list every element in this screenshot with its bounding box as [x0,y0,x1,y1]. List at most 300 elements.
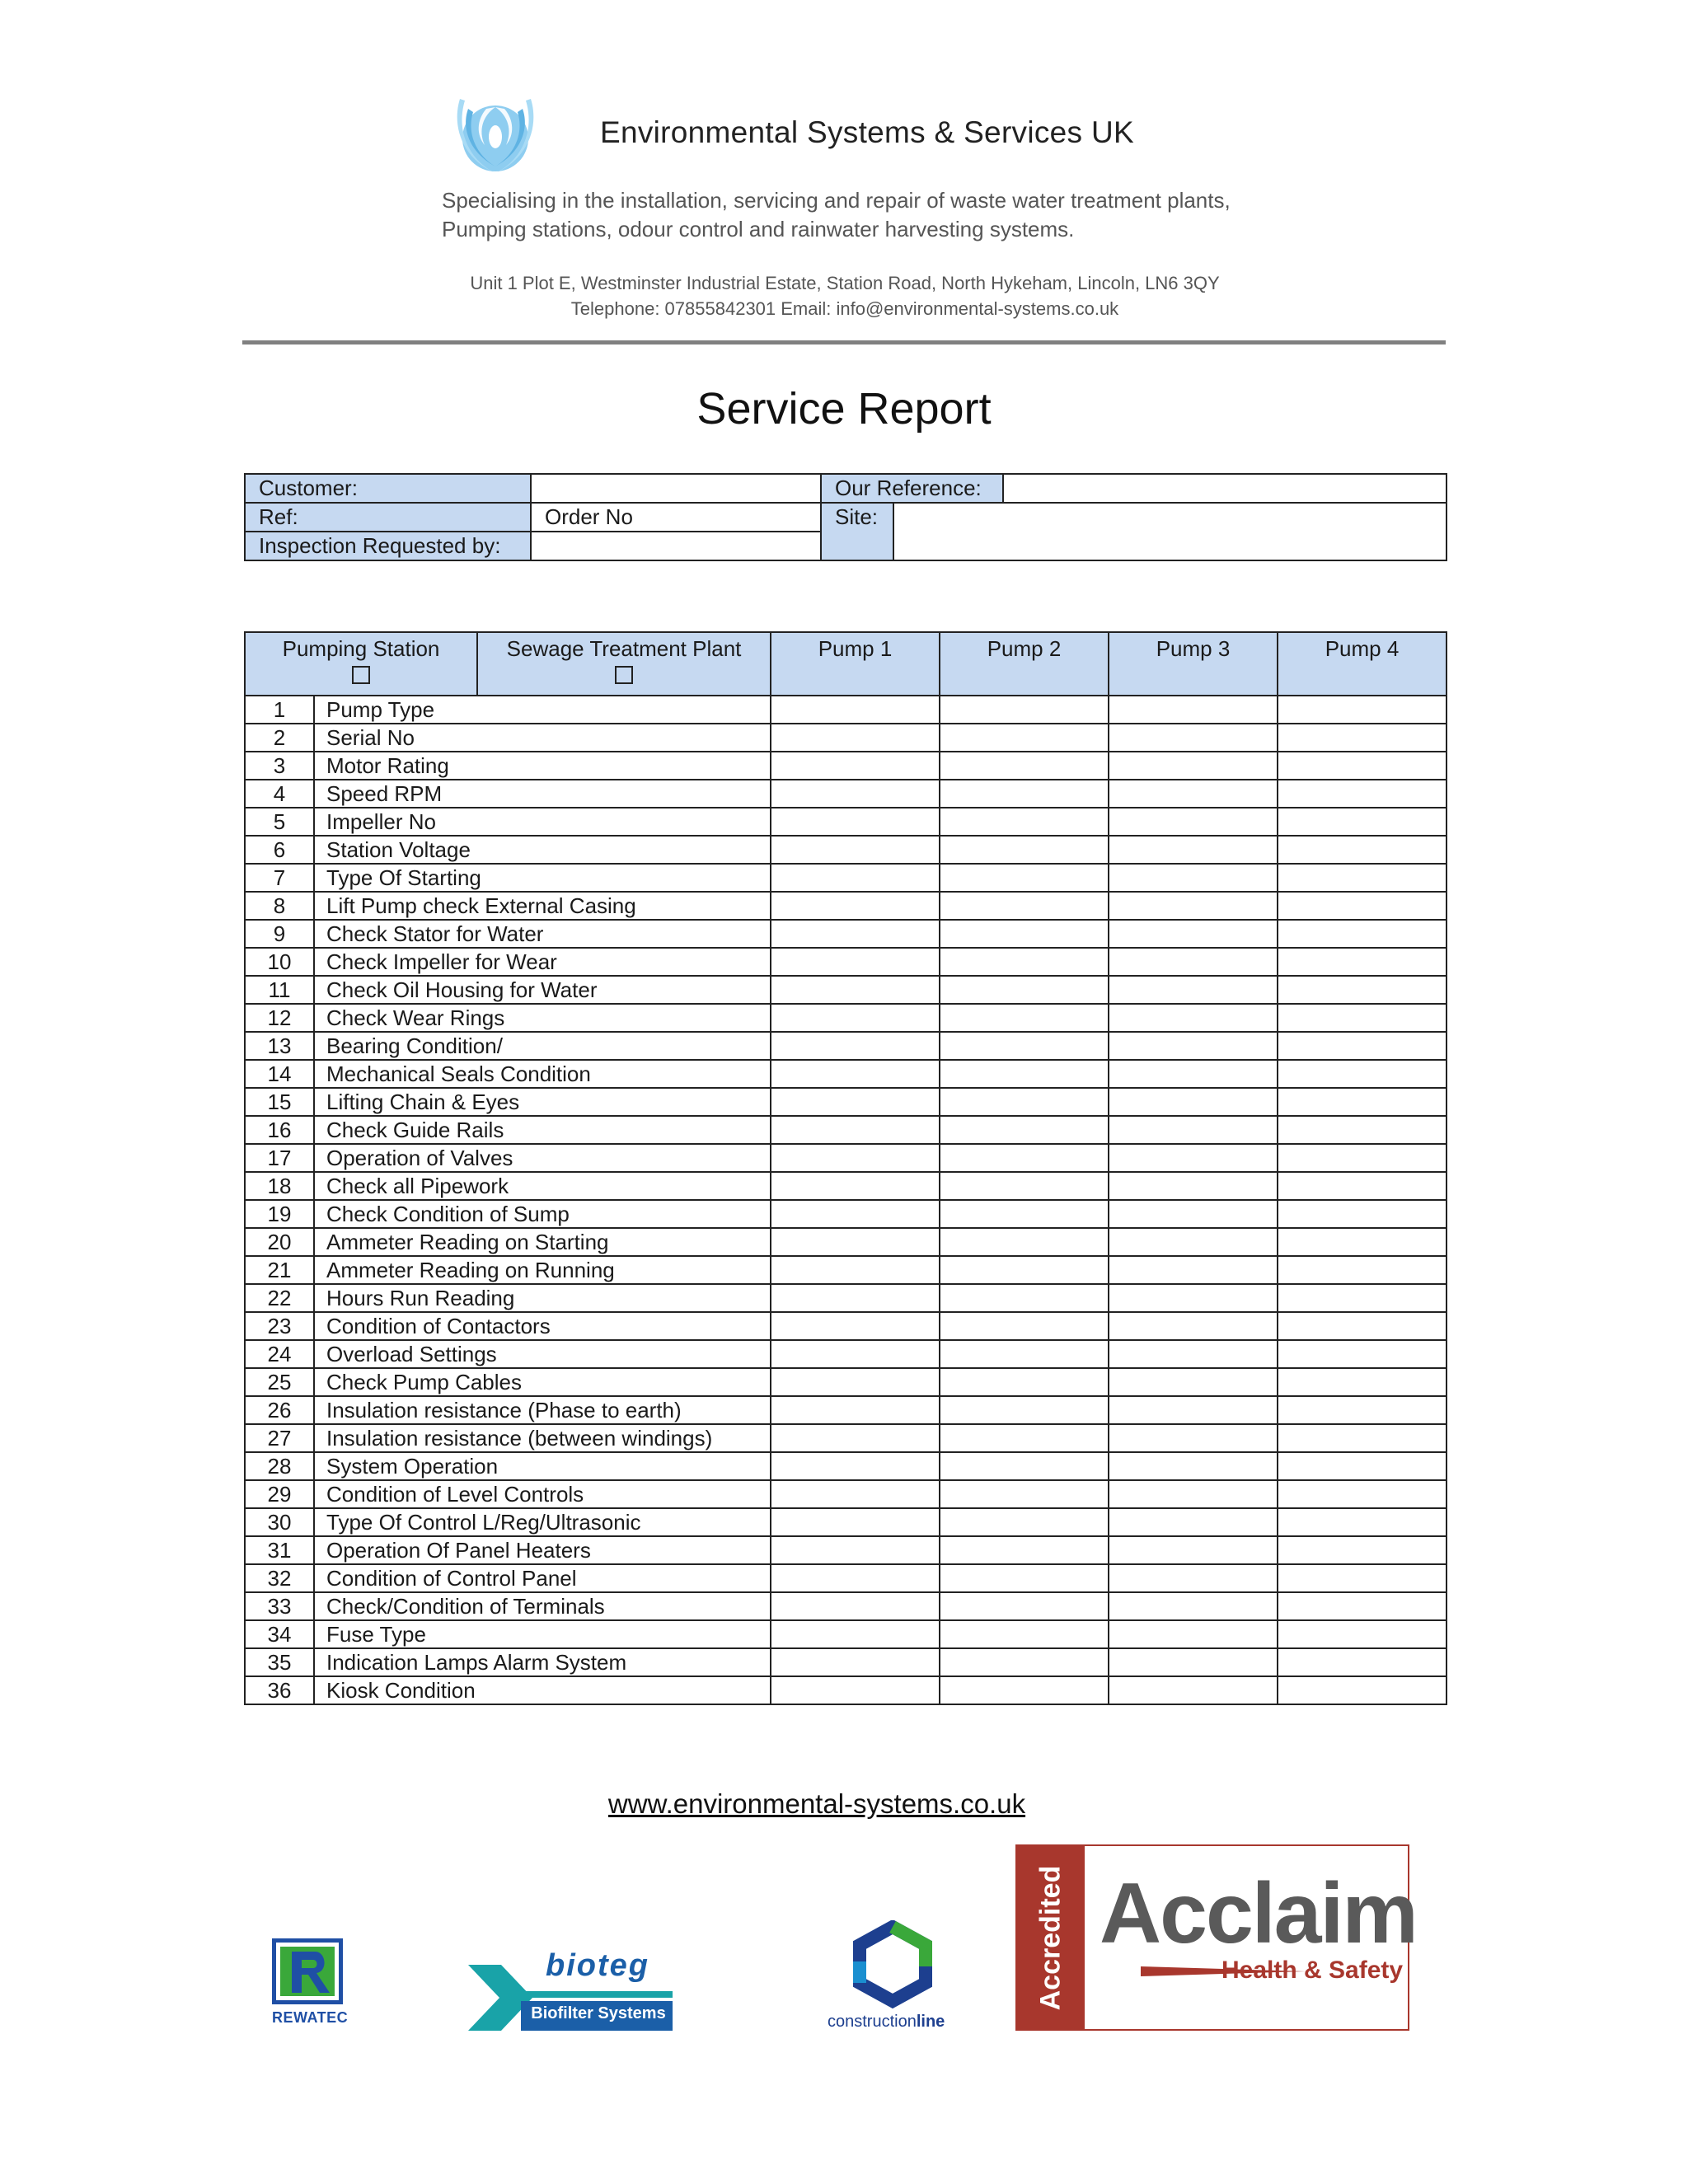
pump-4-cell[interactable] [1278,1228,1447,1256]
company-logo-icon [443,76,547,180]
customer-label: Customer: [245,474,531,503]
checklist-item-label: Condition of Contactors [314,1312,771,1340]
pump-2-cell[interactable] [940,724,1109,752]
pump-3-cell[interactable] [1109,1060,1278,1088]
pump-3-cell[interactable] [1109,1088,1278,1116]
constructionline-wordmark [828,2013,945,2032]
rewatec-logo [269,1938,368,2037]
checklist-item-label: Check Stator for Water [314,920,771,948]
pump-3-cell[interactable] [1109,1200,1278,1228]
row-number: 29 [245,1480,314,1508]
pump-3-cell[interactable] [1109,1536,1278,1564]
pump-2-cell[interactable] [940,948,1109,976]
checklist-row [245,1340,1447,1368]
pump-1-cell[interactable] [771,1116,940,1144]
pump-2-cell[interactable] [940,1116,1109,1144]
pump-3-cell[interactable] [1109,864,1278,892]
pump-3-cell[interactable] [1109,752,1278,780]
pump-1-cell[interactable] [771,1564,940,1592]
service-checklist-table [244,631,1447,1705]
pump-2-cell[interactable] [940,1256,1109,1284]
pump-3-cell[interactable] [1109,1116,1278,1144]
inspection-requested-label: Inspection Requested by: [245,532,531,560]
row-number: 10 [245,948,314,976]
checklist-item-label: Operation of Valves [314,1144,771,1172]
pump-1-cell[interactable] [771,976,940,1004]
pumping-station-checkbox[interactable] [352,666,370,684]
row-number: 21 [245,1256,314,1284]
pump-4-cell[interactable] [1278,724,1447,752]
pump-1-cell[interactable] [771,1368,940,1396]
company-tagline [442,186,1231,244]
pump-1-cell[interactable] [771,1144,940,1172]
pump-4-cell[interactable] [1278,920,1447,948]
constructionline-text-a: construction [828,2013,917,2031]
pump-2-cell[interactable] [940,1144,1109,1172]
pump-3-cell[interactable] [1109,1256,1278,1284]
checklist-row [245,696,1447,724]
pump-3-cell[interactable] [1109,976,1278,1004]
checklist-item-label: Check Pump Cables [314,1368,771,1396]
pump-2-cell[interactable] [940,780,1109,808]
bioteg-subtitle: Biofilter Systems [531,2004,666,2022]
pump-3-cell[interactable] [1109,696,1278,724]
pump-1-cell[interactable] [771,1172,940,1200]
checklist-item-label: Impeller No [314,808,771,836]
pump-3-cell[interactable] [1109,1648,1278,1676]
rewatec-wordmark: REWATEC [272,2009,349,2026]
pump-3-cell[interactable] [1109,724,1278,752]
checklist-row [245,1620,1447,1648]
checklist-item-label: Check/Condition of Terminals [314,1592,771,1620]
pump-2-cell[interactable] [940,1424,1109,1452]
pump-1-cell[interactable] [771,696,940,724]
inspection-requested-field[interactable] [531,532,821,560]
checklist-item-label: Hours Run Reading [314,1284,771,1312]
checklist-item-label: Type Of Starting [314,864,771,892]
row-number: 13 [245,1032,314,1060]
checklist-item-label: Check all Pipework [314,1172,771,1200]
pump-4-cell[interactable] [1278,1116,1447,1144]
bioteg-wordmark: bioteg [546,1948,649,1983]
pump-4-cell[interactable] [1278,948,1447,976]
pump-2-cell[interactable] [940,836,1109,864]
checklist-row [245,1676,1447,1704]
checklist-row [245,1256,1447,1284]
company-name: Environmental Systems & Services UK [600,115,1134,149]
pump-3-cell[interactable] [1109,1228,1278,1256]
pump-4-cell[interactable] [1278,1648,1447,1676]
pump-1-cell[interactable] [771,780,940,808]
checklist-row [245,724,1447,752]
row-number: 26 [245,1396,314,1424]
pump-2-cell[interactable] [940,1620,1109,1648]
pump-1-header: Pump 1 [771,632,940,696]
row-number: 28 [245,1452,314,1480]
pump-3-cell[interactable] [1109,1312,1278,1340]
pump-3-cell[interactable] [1109,1172,1278,1200]
pump-3-cell[interactable] [1109,1144,1278,1172]
acclaim-side-band [1017,1846,1085,2029]
row-number: 5 [245,808,314,836]
checklist-row [245,1396,1447,1424]
checklist-item-label: Condition of Control Panel [314,1564,771,1592]
pump-3-cell[interactable] [1109,1480,1278,1508]
checklist-item-label: Overload Settings [314,1340,771,1368]
pump-1-cell[interactable] [771,808,940,836]
ref-label: Ref: [245,503,531,532]
pump-4-cell[interactable] [1278,1536,1447,1564]
row-number: 31 [245,1536,314,1564]
pump-3-cell[interactable] [1109,948,1278,976]
row-number: 7 [245,864,314,892]
pump-1-cell[interactable] [771,1480,940,1508]
pump-4-cell[interactable] [1278,1368,1447,1396]
checklist-row [245,920,1447,948]
checklist-item-label: Ammeter Reading on Starting [314,1228,771,1256]
row-number: 22 [245,1284,314,1312]
order-no-field[interactable]: Order No [531,503,821,532]
pump-2-cell[interactable] [940,892,1109,920]
pump-1-cell[interactable] [771,864,940,892]
checklist-item-label: Type Of Control L/Reg/Ultrasonic [314,1508,771,1536]
row-number: 35 [245,1648,314,1676]
row-number: 19 [245,1200,314,1228]
checklist-row [245,1060,1447,1088]
checklist-item-label: Speed RPM [314,780,771,808]
pump-4-cell[interactable] [1278,1256,1447,1284]
row-number: 23 [245,1312,314,1340]
pump-4-cell[interactable] [1278,836,1447,864]
pump-2-cell[interactable] [940,696,1109,724]
pump-2-cell[interactable] [940,1340,1109,1368]
pump-4-cell[interactable] [1278,1284,1447,1312]
site-label: Site: [821,503,893,560]
pump-4-cell[interactable] [1278,1620,1447,1648]
report-info-table [244,473,1447,561]
checklist-row [245,1172,1447,1200]
pump-1-cell[interactable] [771,1592,940,1620]
pump-3-cell[interactable] [1109,1424,1278,1452]
pump-1-cell[interactable] [771,1396,940,1424]
checklist-row [245,1004,1447,1032]
checklist-item-label: Check Guide Rails [314,1116,771,1144]
pump-2-cell[interactable] [940,1284,1109,1312]
checklist-row [245,1088,1447,1116]
address-line: Unit 1 Plot E, Westminster Industrial Estate, Station Road, North Hykeham, Lincoln, LN6 3QY [470,273,1220,293]
checklist-item-label: Ammeter Reading on Running [314,1256,771,1284]
our-reference-label: Our Reference: [821,474,1003,503]
pump-4-cell[interactable] [1278,1312,1447,1340]
acclaim-accredited-text: Accredited [1034,1865,1067,2011]
pump-4-cell[interactable] [1278,1200,1447,1228]
row-number: 8 [245,892,314,920]
our-reference-field[interactable] [1003,474,1447,503]
pump-3-header: Pump 3 [1109,632,1278,696]
pump-1-cell[interactable] [771,1424,940,1452]
pump-2-cell[interactable] [940,1312,1109,1340]
customer-field[interactable] [531,474,821,503]
row-number: 32 [245,1564,314,1592]
row-number: 9 [245,920,314,948]
checklist-item-label: Pump Type [314,696,771,724]
checklist-row [245,1564,1447,1592]
checklist-item-label: Mechanical Seals Condition [314,1060,771,1088]
checklist-item-label: Bearing Condition/ [314,1032,771,1060]
pump-1-cell[interactable] [771,752,940,780]
pump-4-cell[interactable] [1278,1564,1447,1592]
checklist-item-label: Check Condition of Sump [314,1200,771,1228]
sewage-treatment-plant-checkbox[interactable] [615,666,633,684]
pump-3-cell[interactable] [1109,892,1278,920]
pump-2-cell[interactable] [940,1508,1109,1536]
page-title: Service Report [696,384,992,434]
checklist-header-row [245,632,1447,696]
pump-2-cell[interactable] [940,864,1109,892]
pump-4-cell[interactable] [1278,1340,1447,1368]
pump-1-cell[interactable] [771,1508,940,1536]
contact-line: Telephone: 07855842301 Email: info@environmental-systems.co.uk [570,298,1119,319]
row-number: 30 [245,1508,314,1536]
pump-1-cell[interactable] [771,1004,940,1032]
pump-1-cell[interactable] [771,724,940,752]
checklist-row [245,1200,1447,1228]
pumping-station-header [245,632,477,696]
checklist-row [245,1032,1447,1060]
pump-4-cell[interactable] [1278,1004,1447,1032]
row-number: 25 [245,1368,314,1396]
pump-4-cell[interactable] [1278,780,1447,808]
checklist-item-label: System Operation [314,1452,771,1480]
pump-3-cell[interactable] [1109,780,1278,808]
tagline-line: Pumping stations, odour control and rainwater harvesting systems. [442,217,1075,241]
pump-2-cell[interactable] [940,920,1109,948]
row-number: 6 [245,836,314,864]
pump-1-cell[interactable] [771,1256,940,1284]
pump-1-cell[interactable] [771,948,940,976]
pump-3-cell[interactable] [1109,1676,1278,1704]
pump-3-cell[interactable] [1109,920,1278,948]
checklist-item-label: Serial No [314,724,771,752]
pump-4-cell[interactable] [1278,808,1447,836]
pump-2-cell[interactable] [940,1480,1109,1508]
acclaim-logo [1015,1844,1417,2031]
checklist-item-label: Station Voltage [314,836,771,864]
pump-1-cell[interactable] [771,920,940,948]
pump-2-cell[interactable] [940,1676,1109,1704]
pump-2-cell[interactable] [940,1536,1109,1564]
pump-1-cell[interactable] [771,892,940,920]
pump-4-cell[interactable] [1278,1592,1447,1620]
sewage-treatment-plant-label: Sewage Treatment Plant [506,636,742,661]
pumping-station-label: Pumping Station [282,636,440,661]
pump-4-cell[interactable] [1278,976,1447,1004]
pump-2-cell[interactable] [940,808,1109,836]
pump-3-cell[interactable] [1109,1592,1278,1620]
row-number: 36 [245,1676,314,1704]
checklist-row [245,1452,1447,1480]
header-divider [242,340,1446,344]
checklist-item-label: Check Wear Rings [314,1004,771,1032]
pump-2-cell[interactable] [940,1592,1109,1620]
pump-2-cell[interactable] [940,1396,1109,1424]
checklist-row [245,752,1447,780]
pump-4-cell[interactable] [1278,1424,1447,1452]
pump-4-cell[interactable] [1278,1508,1447,1536]
pump-1-cell[interactable] [771,1032,940,1060]
pump-4-cell[interactable] [1278,1172,1447,1200]
row-number: 4 [245,780,314,808]
row-number: 1 [245,696,314,724]
checklist-row [245,1480,1447,1508]
checklist-row [245,1648,1447,1676]
pump-3-cell[interactable] [1109,1620,1278,1648]
pump-2-cell[interactable] [940,1452,1109,1480]
pump-3-cell[interactable] [1109,1452,1278,1480]
checklist-row [245,1424,1447,1452]
constructionline-logo [828,1920,959,2044]
checklist-row [245,836,1447,864]
checklist-row [245,1144,1447,1172]
pump-2-cell[interactable] [940,1368,1109,1396]
pump-4-cell[interactable] [1278,1480,1447,1508]
checklist-row [245,1536,1447,1564]
pump-1-cell[interactable] [771,1676,940,1704]
pump-4-cell[interactable] [1278,1396,1447,1424]
row-number: 14 [245,1060,314,1088]
pump-1-cell[interactable] [771,1452,940,1480]
pump-4-cell[interactable] [1278,1088,1447,1116]
sewage-treatment-plant-header [477,632,771,696]
pump-4-header: Pump 4 [1278,632,1447,696]
pump-3-cell[interactable] [1109,1508,1278,1536]
pump-2-cell[interactable] [940,1172,1109,1200]
checklist-item-label: Condition of Level Controls [314,1480,771,1508]
row-number: 11 [245,976,314,1004]
pump-3-cell[interactable] [1109,836,1278,864]
letterhead [0,0,1688,346]
pump-1-cell[interactable] [771,1536,940,1564]
pump-2-cell[interactable] [940,1060,1109,1088]
tagline-line: Specialising in the installation, servicing and repair of waste water treatment plants, [442,188,1231,213]
rewatec-mark-icon [272,1938,346,2006]
pump-3-cell[interactable] [1109,1340,1278,1368]
checklist-row [245,1508,1447,1536]
pump-1-cell[interactable] [771,1200,940,1228]
pump-4-cell[interactable] [1278,1676,1447,1704]
checklist-item-label: Lift Pump check External Casing [314,892,771,920]
checklist-row [245,808,1447,836]
checklist-item-label: Motor Rating [314,752,771,780]
checklist-row [245,1228,1447,1256]
checklist-item-label: Operation Of Panel Heaters [314,1536,771,1564]
pump-2-header: Pump 2 [940,632,1109,696]
pump-1-cell[interactable] [771,1228,940,1256]
row-number: 33 [245,1592,314,1620]
site-field[interactable] [893,503,1447,560]
pump-4-cell[interactable] [1278,752,1447,780]
pump-1-cell[interactable] [771,1060,940,1088]
pump-4-cell[interactable] [1278,892,1447,920]
checklist-row [245,948,1447,976]
acclaim-subtitle: Health & Safety [1221,1957,1404,1984]
pump-2-cell[interactable] [940,1228,1109,1256]
pump-1-cell[interactable] [771,1284,940,1312]
checklist-row [245,864,1447,892]
pump-4-cell[interactable] [1278,1060,1447,1088]
checklist-row [245,976,1447,1004]
checklist-item-label: Fuse Type [314,1620,771,1648]
checklist-item-label: Insulation resistance (between windings) [314,1424,771,1452]
checklist-row [245,1284,1447,1312]
pump-2-cell[interactable] [940,752,1109,780]
pump-1-cell[interactable] [771,1648,940,1676]
pump-2-cell[interactable] [940,1032,1109,1060]
pump-4-cell[interactable] [1278,1452,1447,1480]
row-number: 17 [245,1144,314,1172]
checklist-row [245,780,1447,808]
pump-2-cell[interactable] [940,976,1109,1004]
row-number: 27 [245,1424,314,1452]
pump-4-cell[interactable] [1278,864,1447,892]
pump-1-cell[interactable] [771,836,940,864]
pump-3-cell[interactable] [1109,808,1278,836]
checklist-item-label: Indication Lamps Alarm System [314,1648,771,1676]
pump-2-cell[interactable] [940,1004,1109,1032]
checklist-item-label: Check Impeller for Wear [314,948,771,976]
checklist-row [245,1312,1447,1340]
pump-2-cell[interactable] [940,1564,1109,1592]
row-number: 15 [245,1088,314,1116]
checklist-row [245,892,1447,920]
company-address [412,270,1278,321]
pump-3-cell[interactable] [1109,1368,1278,1396]
pump-1-cell[interactable] [771,1088,940,1116]
pump-2-cell[interactable] [940,1200,1109,1228]
row-number: 16 [245,1116,314,1144]
row-number: 18 [245,1172,314,1200]
row-number: 24 [245,1340,314,1368]
pump-2-cell[interactable] [940,1648,1109,1676]
pump-4-cell[interactable] [1278,1144,1447,1172]
acclaim-wordmark: Acclaim [1100,1866,1417,1961]
row-number: 12 [245,1004,314,1032]
constructionline-text-b: line [916,2013,945,2031]
website-link[interactable]: www.environmental-systems.co.uk [607,1788,1026,1819]
pump-1-cell[interactable] [771,1312,940,1340]
row-number: 3 [245,752,314,780]
pump-3-cell[interactable] [1109,1032,1278,1060]
bioteg-logo [468,1948,674,2042]
checklist-row [245,1116,1447,1144]
checklist-item-label: Check Oil Housing for Water [314,976,771,1004]
checklist-item-label: Lifting Chain & Eyes [314,1088,771,1116]
pump-4-cell[interactable] [1278,696,1447,724]
pump-4-cell[interactable] [1278,1032,1447,1060]
checklist-row [245,1592,1447,1620]
pump-1-cell[interactable] [771,1340,940,1368]
checklist-item-label: Insulation resistance (Phase to earth) [314,1396,771,1424]
pump-3-cell[interactable] [1109,1284,1278,1312]
pump-1-cell[interactable] [771,1620,940,1648]
pump-3-cell[interactable] [1109,1564,1278,1592]
pump-2-cell[interactable] [940,1088,1109,1116]
checklist-item-label: Kiosk Condition [314,1676,771,1704]
pump-3-cell[interactable] [1109,1004,1278,1032]
checklist-row [245,1368,1447,1396]
pump-3-cell[interactable] [1109,1396,1278,1424]
row-number: 20 [245,1228,314,1256]
